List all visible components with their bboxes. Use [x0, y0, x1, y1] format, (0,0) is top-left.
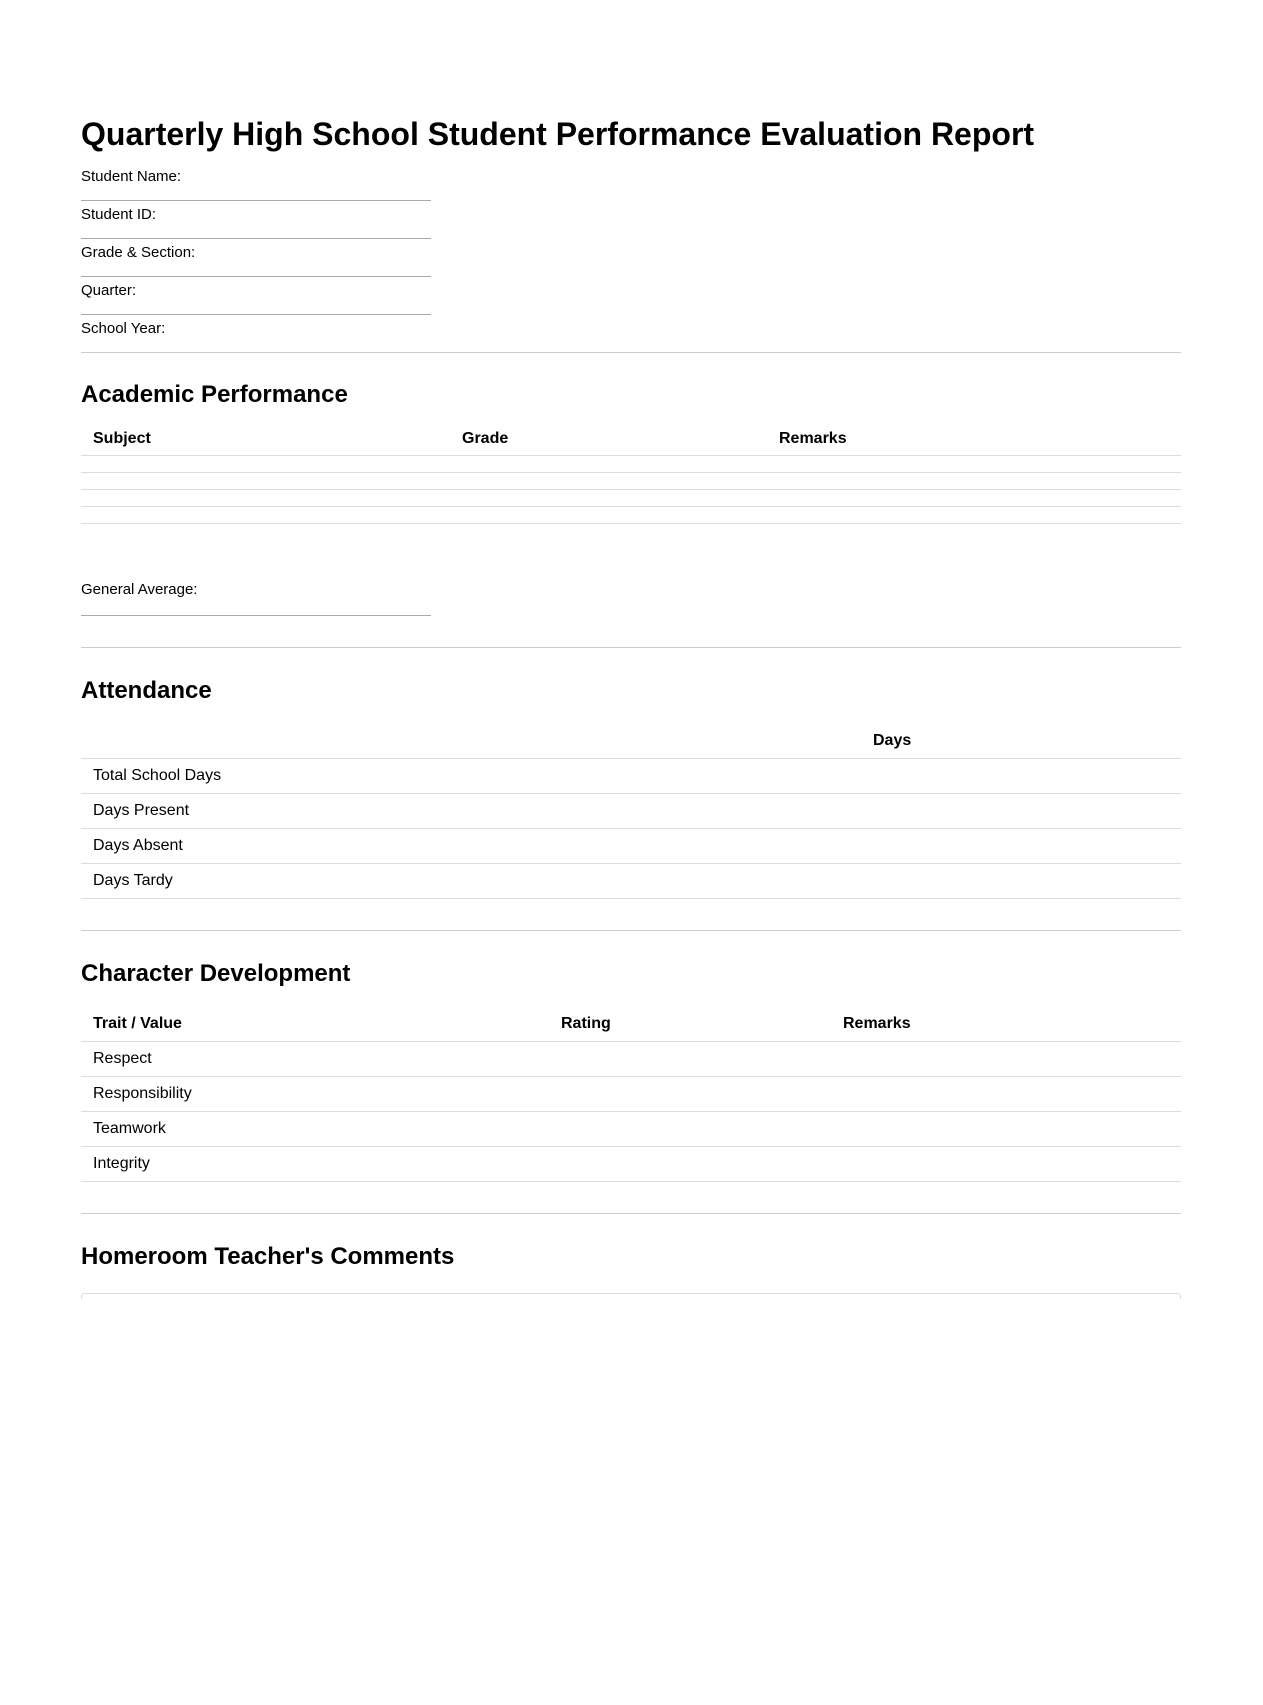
trait-label: Teamwork	[81, 1112, 549, 1147]
student-name-field[interactable]	[81, 164, 431, 201]
grade-cell[interactable]	[450, 507, 767, 524]
rating-cell[interactable]	[549, 1112, 831, 1147]
table-header-row	[81, 423, 1181, 456]
attendance-label: Days Present	[81, 794, 861, 829]
days-cell[interactable]	[861, 759, 1181, 794]
table-row	[81, 759, 1181, 794]
days-cell[interactable]	[861, 864, 1181, 899]
academic-table	[81, 423, 1181, 524]
column-header-remarks: Remarks	[767, 423, 1181, 456]
table-header-row	[81, 724, 1181, 759]
section-divider	[81, 930, 1181, 931]
rating-cell[interactable]	[549, 1077, 831, 1112]
column-header-subject: Subject	[81, 423, 450, 456]
field-label: Grade & Section:	[81, 244, 196, 261]
section-divider	[81, 647, 1181, 648]
trait-label: Integrity	[81, 1147, 549, 1182]
days-cell[interactable]	[861, 794, 1181, 829]
remarks-cell[interactable]	[831, 1112, 1181, 1147]
field-label: Student Name:	[81, 168, 182, 185]
section-divider	[81, 1213, 1181, 1214]
remarks-cell[interactable]	[767, 456, 1181, 473]
report-page	[81, 0, 1181, 1299]
column-header-trait: Trait / Value	[81, 1007, 549, 1042]
days-cell[interactable]	[861, 829, 1181, 864]
remarks-cell[interactable]	[831, 1042, 1181, 1077]
table-row	[81, 473, 1181, 490]
character-table	[81, 1007, 1181, 1182]
student-info-fields	[81, 164, 431, 354]
quarter-field[interactable]	[81, 278, 431, 315]
subject-cell[interactable]	[81, 473, 450, 490]
attendance-label: Days Absent	[81, 829, 861, 864]
remarks-cell[interactable]	[767, 490, 1181, 507]
grade-cell[interactable]	[450, 490, 767, 507]
grade-cell[interactable]	[450, 456, 767, 473]
remarks-cell[interactable]	[767, 507, 1181, 524]
column-header-blank	[81, 724, 861, 759]
table-header-row	[81, 1007, 1181, 1042]
attendance-table	[81, 724, 1181, 899]
remarks-cell[interactable]	[831, 1147, 1181, 1182]
trait-label: Responsibility	[81, 1077, 549, 1112]
attendance-label: Days Tardy	[81, 864, 861, 899]
table-row	[81, 490, 1181, 507]
remarks-cell[interactable]	[767, 473, 1181, 490]
attendance-label: Total School Days	[81, 759, 861, 794]
character-heading: Character Development	[81, 960, 351, 987]
section-divider	[81, 352, 1181, 353]
attendance-heading: Attendance	[81, 677, 212, 704]
table-row	[81, 456, 1181, 473]
table-row	[81, 794, 1181, 829]
table-row	[81, 1147, 1181, 1182]
grade-cell[interactable]	[450, 473, 767, 490]
table-row	[81, 829, 1181, 864]
academic-heading: Academic Performance	[81, 381, 348, 408]
column-header-rating: Rating	[549, 1007, 831, 1042]
teacher-comments-box[interactable]	[81, 1293, 1181, 1299]
subject-cell[interactable]	[81, 490, 450, 507]
field-label: Student ID:	[81, 206, 157, 223]
field-label: Quarter:	[81, 282, 137, 299]
field-label: School Year:	[81, 320, 166, 337]
subject-cell[interactable]	[81, 507, 450, 524]
column-header-remarks: Remarks	[831, 1007, 1181, 1042]
column-header-grade: Grade	[450, 423, 767, 456]
general-average-label: General Average:	[81, 581, 198, 598]
student-id-field[interactable]	[81, 202, 431, 239]
table-row	[81, 507, 1181, 524]
page-title: Quarterly High School Student Performance Evaluation Report	[81, 116, 1035, 152]
table-row	[81, 1077, 1181, 1112]
comments-heading: Homeroom Teacher's Comments	[81, 1243, 455, 1270]
rating-cell[interactable]	[549, 1042, 831, 1077]
rating-cell[interactable]	[549, 1147, 831, 1182]
subject-cell[interactable]	[81, 456, 450, 473]
grade-section-field[interactable]	[81, 240, 431, 277]
trait-label: Respect	[81, 1042, 549, 1077]
remarks-cell[interactable]	[831, 1077, 1181, 1112]
school-year-field[interactable]	[81, 316, 431, 353]
general-average-field[interactable]	[81, 581, 431, 616]
table-row	[81, 864, 1181, 899]
table-row	[81, 1042, 1181, 1077]
table-row	[81, 1112, 1181, 1147]
column-header-days: Days	[861, 724, 1181, 759]
